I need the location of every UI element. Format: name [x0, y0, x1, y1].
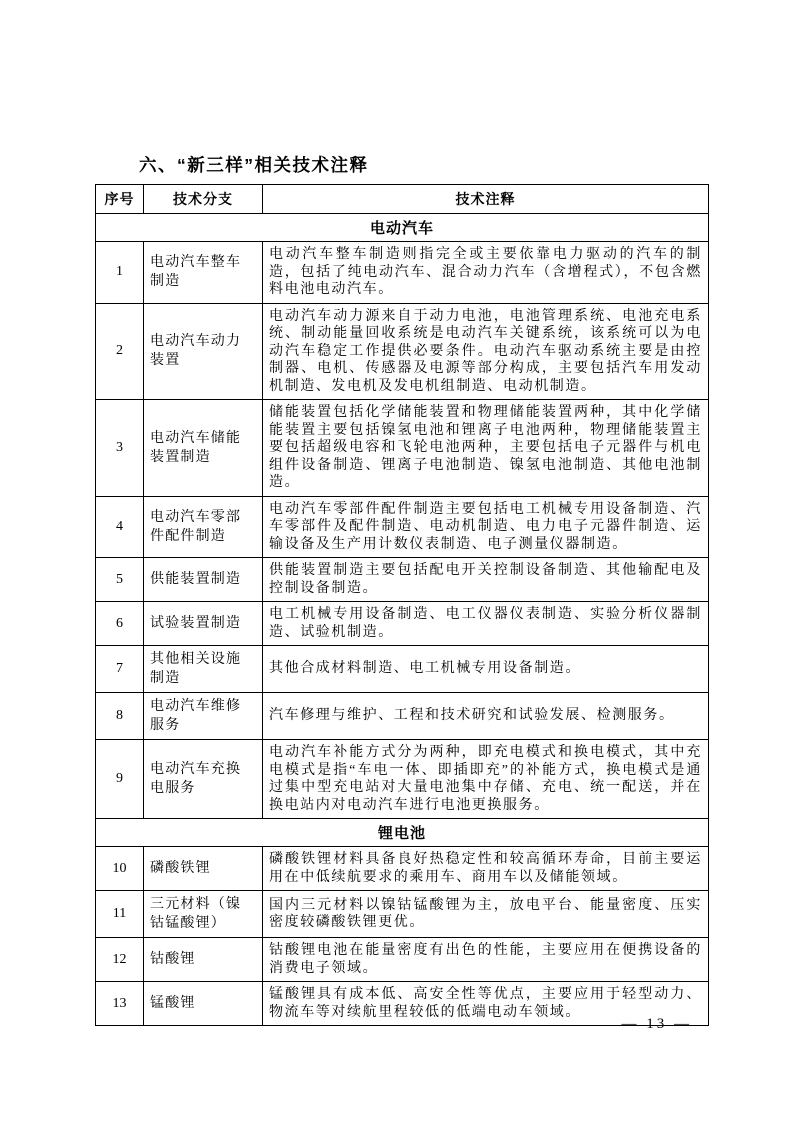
note-cell: 电动汽车零部件配件制造主要包括电工机械专用设备制造、汽车零部件及配件制造、电动机制造、电力电子元器件制造、运输设备及生产用计数仪表制造、电子测量仪器制造。	[263, 496, 709, 558]
note-cell: 电工机械专用设备制造、电工仪器仪表制造、实验分析仪器制造、试验机制造。	[263, 602, 709, 646]
branch-cell: 电动汽车充换电服务	[144, 740, 263, 819]
table-row	[96, 740, 709, 819]
note-cell: 电动汽车补能方式分为两种，即充电模式和换电模式，其中充电模式是指“车电一体、即插即充”的补能方式，换电模式是通过集中型充电站对大量电池集中存储、充电、统一配送，并在换电站内对电动汽车进行电池更换服务。	[263, 740, 709, 819]
section-row-ev	[96, 214, 709, 242]
section-title: 电动汽车	[96, 214, 709, 242]
branch-cell: 电动汽车储能装置制造	[144, 400, 263, 497]
table-row	[96, 496, 709, 558]
row-number-cell: 2	[96, 303, 144, 400]
row-number-cell: 6	[96, 602, 144, 646]
table-row	[96, 982, 709, 1026]
note-cell: 其他合成材料制造、电工机械专用设备制造。	[263, 646, 709, 693]
table-row	[96, 400, 709, 497]
table-header-row	[96, 185, 709, 214]
table-row	[96, 303, 709, 400]
branch-cell: 磷酸铁锂	[144, 847, 263, 891]
table-row	[96, 891, 709, 938]
branch-cell: 供能装置制造	[144, 558, 263, 602]
note-cell: 供能装置制造主要包括配电开关控制设备制造、其他输配电及控制设备制造。	[263, 558, 709, 602]
table-row	[96, 693, 709, 740]
column-header-note: 技术注释	[263, 185, 709, 214]
section-title: 锂电池	[96, 819, 709, 847]
column-header-branch: 技术分支	[144, 185, 263, 214]
row-number-cell: 12	[96, 938, 144, 982]
table-row	[96, 646, 709, 693]
table-row	[96, 847, 709, 891]
branch-cell: 钴酸锂	[144, 938, 263, 982]
note-cell: 国内三元材料以镍钴锰酸锂为主，放电平台、能量密度、压实密度较磷酸铁锂更优。	[263, 891, 709, 938]
branch-cell: 其他相关设施制造	[144, 646, 263, 693]
table-row	[96, 938, 709, 982]
branch-cell: 试验装置制造	[144, 602, 263, 646]
row-number-cell: 10	[96, 847, 144, 891]
row-number-cell: 7	[96, 646, 144, 693]
branch-cell: 三元材料（镍钴锰酸锂）	[144, 891, 263, 938]
row-number-cell: 3	[96, 400, 144, 497]
row-number-cell: 8	[96, 693, 144, 740]
note-cell: 储能装置包括化学储能装置和物理储能装置两种，其中化学储能装置主要包括镍氢电池和锂离子电池两种，物理储能装置主要包括超级电容和飞轮电池两种，主要包括电子元器件与机电组件设备制造、锂离子电池制造、镍氢电池制造、其他电池制造。	[263, 400, 709, 497]
row-number-cell: 9	[96, 740, 144, 819]
row-number-cell: 13	[96, 982, 144, 1026]
row-number-cell: 4	[96, 496, 144, 558]
row-number-cell: 11	[96, 891, 144, 938]
row-number-cell: 5	[96, 558, 144, 602]
branch-cell: 锰酸锂	[144, 982, 263, 1026]
table-row	[96, 242, 709, 304]
document-title: 六、“新三样”相关技术注释	[139, 155, 369, 175]
page-number: — 13 —	[621, 1016, 692, 1032]
branch-cell: 电动汽车维修服务	[144, 693, 263, 740]
section-row-li-battery	[96, 819, 709, 847]
column-header-serial: 序号	[96, 185, 144, 214]
branch-cell: 电动汽车整车制造	[144, 242, 263, 304]
table-row	[96, 558, 709, 602]
tech-notes-table	[95, 184, 709, 1026]
branch-cell: 电动汽车动力装置	[144, 303, 263, 400]
note-cell: 电动汽车动力源来自于动力电池，电池管理系统、电池充电系统、制动能量回收系统是电动汽车关键系统，该系统可以为电动汽车稳定工作提供必要条件。电动汽车驱动系统主要是由控制器、电机、传感器及电源等部分构成，主要包括汽车用发动机制造、发电机及发电机组制造、电动机制造。	[263, 303, 709, 400]
note-cell: 锰酸锂具有成本低、高安全性等优点，主要应用于轻型动力、物流车等对续航里程较低的低端电动车领域。	[263, 982, 709, 1026]
note-cell: 磷酸铁锂材料具备良好热稳定性和较高循环寿命，目前主要运用在中低续航要求的乘用车、商用车以及储能领域。	[263, 847, 709, 891]
branch-cell: 电动汽车零部件配件制造	[144, 496, 263, 558]
note-cell: 汽车修理与维护、工程和技术研究和试验发展、检测服务。	[263, 693, 709, 740]
note-cell: 电动汽车整车制造则指完全或主要依靠电力驱动的汽车的制造，包括了纯电动汽车、混合动力汽车（含增程式），不包含燃料电池电动汽车。	[263, 242, 709, 304]
row-number-cell: 1	[96, 242, 144, 304]
table-row	[96, 602, 709, 646]
note-cell: 钴酸锂电池在能量密度有出色的性能，主要应用在便携设备的消费电子领域。	[263, 938, 709, 982]
